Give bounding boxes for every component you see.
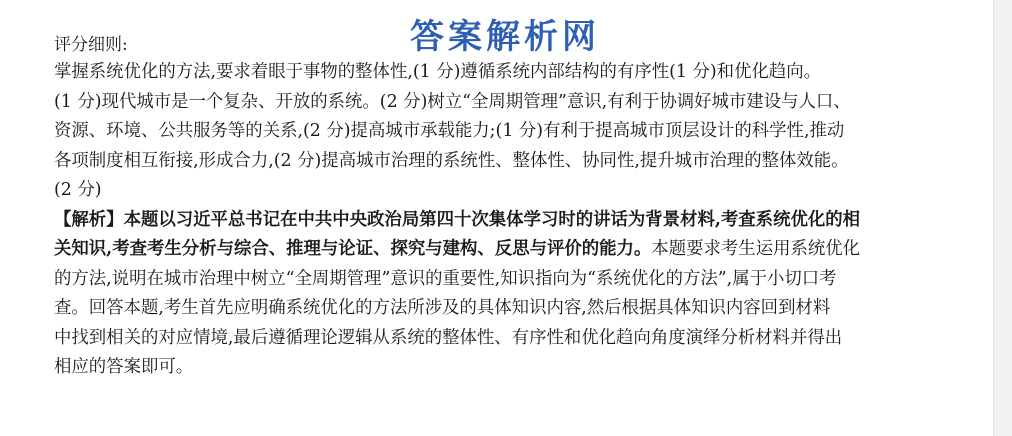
analysis-line-2: [54, 235, 974, 265]
analysis-line-2-rest: 本题要求考生运用系统优化: [651, 239, 861, 259]
analysis-line-2-bold: 关知识,考查考生分析与综合、推理与论证、探究与建构、反思与评价的能力。: [54, 239, 652, 259]
grading-line-4: 各项制度相互衔接,形成合力,(2 分)提高城市治理的系统性、整体性、协同性,提升城市治理的整体效能。: [54, 150, 849, 171]
grading-heading: 评分细则:: [54, 35, 128, 55]
grading-line-1: 掌握系统优化的方法,要求着眼于事物的整体性,(1 分)遵循系统内部结构的有序性(1 分)和优化趋向。: [54, 62, 822, 82]
grading-line-2: (1 分)现代城市是一个复杂、开放的系统。(2 分)树立“全周期管理”意识,有利于协调好城市建设与人口、: [54, 91, 851, 112]
analysis-line-1: 【解析】本题以习近平总书记在中共中央政治局第四十次集体学习时的讲话为背景材料,考查系统优化的相: [54, 209, 861, 230]
document-body: [54, 58, 974, 383]
analysis-line-3: 的方法,说明在城市治理中树立“全周期管理”意识的重要性,知识指向为“系统优化的方法”,属于小切口考: [54, 268, 837, 289]
grading-line-5: (2 分): [54, 180, 102, 200]
analysis-line-4: 查。回答本题,考生首先应明确系统优化的方法所涉及的具体知识内容,然后根据具体知识内容回到材料: [54, 298, 831, 318]
analysis-line-5: 中找到相关的对应情境,最后遵循理论逻辑从系统的整体性、有序性和优化趋向角度演绎分析材料并得出: [54, 327, 843, 348]
analysis-line-6: 相应的答案即可。: [54, 357, 194, 377]
watermark-logo: 答案解析网: [410, 17, 600, 57]
grading-line-3: 资源、环境、公共服务等的关系,(2 分)提高城市承载能力;(1 分)有利于提高城市顶层设计的科学性,推动: [54, 121, 845, 141]
page-edge: [993, 0, 1012, 436]
